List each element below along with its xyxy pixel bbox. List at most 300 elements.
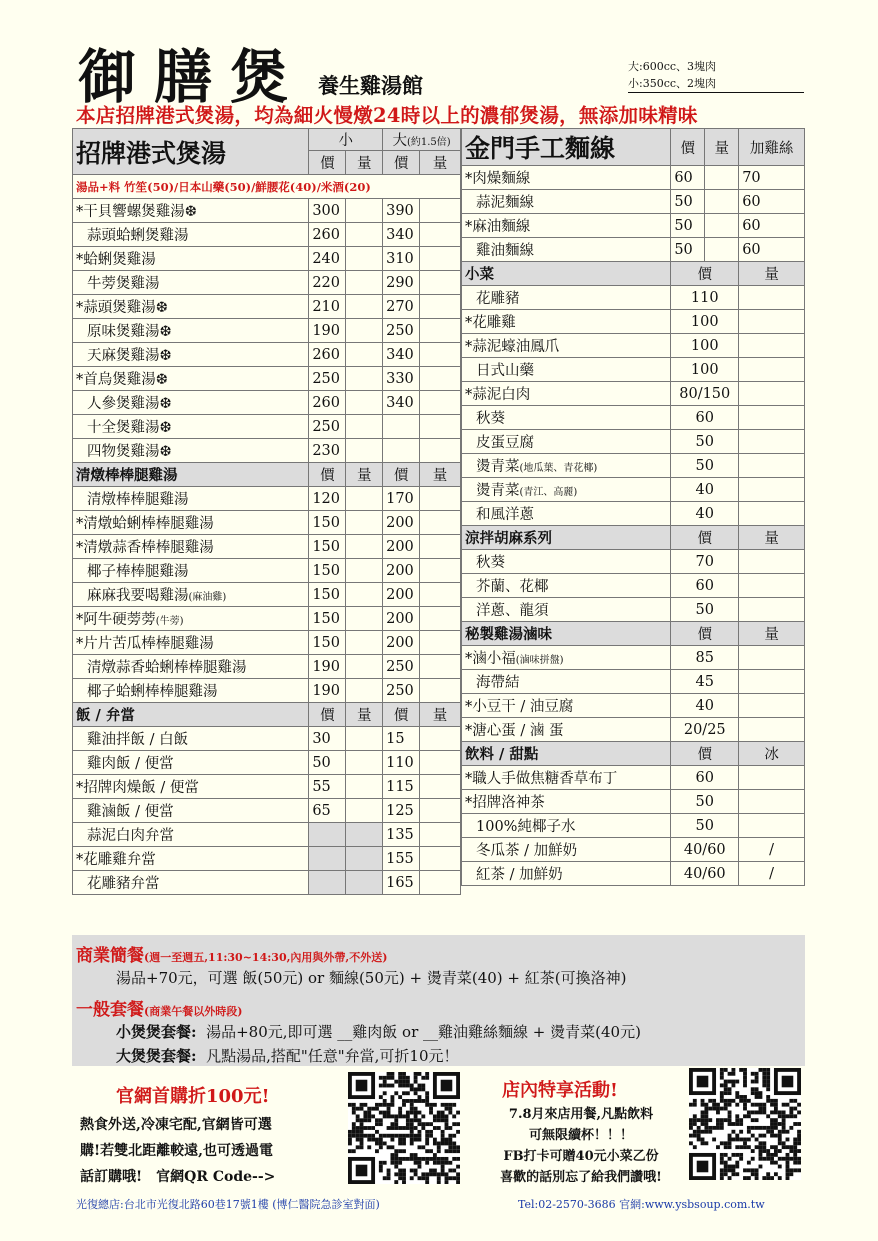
noodles-title: 金門手工麵線 bbox=[462, 129, 671, 166]
price-large: 270 bbox=[383, 295, 420, 319]
qty bbox=[739, 382, 805, 406]
table-row bbox=[73, 415, 461, 439]
qty-a bbox=[346, 799, 383, 823]
table-row bbox=[462, 790, 805, 814]
col-large-note: (約1.5倍) bbox=[406, 137, 451, 148]
price-large: 340 bbox=[383, 223, 420, 247]
table-row bbox=[73, 679, 461, 703]
section-title: 清燉棒棒腿雞湯 bbox=[73, 463, 309, 487]
item-name: 燙青菜(地瓜葉、青花椰) bbox=[462, 454, 671, 478]
qty-a bbox=[346, 847, 383, 871]
price-b: 110 bbox=[383, 751, 420, 775]
section-header-row bbox=[73, 703, 461, 727]
item-name: *溏心蛋 / 滷 蛋 bbox=[462, 718, 671, 742]
price-large: 200 bbox=[383, 607, 420, 631]
qty-large bbox=[420, 631, 461, 655]
qty: / bbox=[739, 838, 805, 862]
table-row bbox=[462, 430, 805, 454]
qty-small bbox=[346, 559, 383, 583]
qty-small bbox=[346, 271, 383, 295]
add-chicken-price: 70 bbox=[739, 166, 805, 190]
qty bbox=[739, 694, 805, 718]
item-name: *阿牛硬蒡蒡(牛蒡) bbox=[73, 607, 309, 631]
item-name: 蒜泥白肉弁當 bbox=[73, 823, 309, 847]
large-set-line bbox=[116, 1045, 459, 1066]
qty-header: 量 bbox=[739, 622, 805, 646]
price-header: 價 bbox=[309, 151, 346, 175]
large-set-text: 凡點湯品,搭配"任意"弁當,可折10元！ bbox=[206, 1047, 459, 1065]
event-promo-line: 7.8月來店用餐,凡點飲料 bbox=[508, 1107, 654, 1122]
general-set-note: (商業午餐以外時段) bbox=[144, 1005, 243, 1018]
table-row bbox=[73, 343, 461, 367]
website-promo-line: 購!若雙北距離較遠,也可透過電 bbox=[80, 1143, 274, 1159]
qty-small bbox=[346, 367, 383, 391]
qty-large bbox=[420, 583, 461, 607]
item-name: 和風洋蔥 bbox=[462, 502, 671, 526]
price-small: 250 bbox=[309, 367, 346, 391]
price-small: 190 bbox=[309, 655, 346, 679]
price-large: 200 bbox=[383, 559, 420, 583]
item-name: *花雕雞弁當 bbox=[73, 847, 309, 871]
price: 50 bbox=[671, 790, 739, 814]
event-promo-title: 店內特享活動! bbox=[502, 1080, 618, 1101]
qty-header: 量 bbox=[346, 463, 383, 487]
price-small: 220 bbox=[309, 271, 346, 295]
small-set-label: 小煲煲套餐: bbox=[116, 1023, 197, 1041]
qty bbox=[739, 646, 805, 670]
event-promo-text bbox=[476, 1104, 686, 1188]
right-menu-table bbox=[461, 128, 805, 886]
qty-large bbox=[420, 439, 461, 463]
table-row bbox=[73, 823, 461, 847]
qty-b bbox=[420, 823, 461, 847]
qty bbox=[739, 550, 805, 574]
qty bbox=[739, 598, 805, 622]
restaurant-subtitle: 養生雞湯館 bbox=[318, 73, 423, 98]
qty-b bbox=[420, 847, 461, 871]
table-row bbox=[73, 559, 461, 583]
qty-small bbox=[346, 655, 383, 679]
qty: / bbox=[739, 862, 805, 886]
table-row bbox=[462, 454, 805, 478]
price-header: 價 bbox=[671, 526, 739, 550]
price-b: 15 bbox=[383, 727, 420, 751]
qty bbox=[739, 454, 805, 478]
item-name: 雞滷飯 / 便當 bbox=[73, 799, 309, 823]
price: 45 bbox=[671, 670, 739, 694]
table-row bbox=[73, 223, 461, 247]
item-name: 四物煲雞湯❆ bbox=[73, 439, 309, 463]
section-header-row bbox=[462, 262, 805, 286]
price-small: 150 bbox=[309, 583, 346, 607]
item-name: 天麻煲雞湯❆ bbox=[73, 343, 309, 367]
item-name: 人參煲雞湯❆ bbox=[73, 391, 309, 415]
price: 60 bbox=[671, 406, 739, 430]
table-row bbox=[73, 655, 461, 679]
table-row bbox=[462, 502, 805, 526]
item-name: *肉燥麵線 bbox=[462, 166, 671, 190]
add-chicken-price: 60 bbox=[739, 238, 805, 262]
price: 100 bbox=[671, 334, 739, 358]
qty-large bbox=[420, 607, 461, 631]
qty-header: 量 bbox=[420, 463, 461, 487]
qty-small bbox=[346, 583, 383, 607]
price-small: 260 bbox=[309, 391, 346, 415]
price-header: 價 bbox=[383, 151, 420, 175]
qty-small bbox=[346, 343, 383, 367]
event-promo-line: 可無限續杯！！！ bbox=[528, 1128, 633, 1143]
qty-large bbox=[420, 367, 461, 391]
price-large: 170 bbox=[383, 487, 420, 511]
qty-small bbox=[346, 295, 383, 319]
table-row bbox=[73, 751, 461, 775]
price-small: 150 bbox=[309, 631, 346, 655]
price-small: 230 bbox=[309, 439, 346, 463]
qty-header: 量 bbox=[346, 703, 383, 727]
item-name: 花雕豬 bbox=[462, 286, 671, 310]
footer-contact: Tel:02-2570-3686 官網:www.ysbsoup.com.tw bbox=[518, 1198, 765, 1211]
item-name: *職人手做焦糖香草布丁 bbox=[462, 766, 671, 790]
price-header: 價 bbox=[671, 129, 705, 166]
table-row bbox=[73, 367, 461, 391]
table-row bbox=[462, 646, 805, 670]
price-large: 200 bbox=[383, 511, 420, 535]
price: 100 bbox=[671, 358, 739, 382]
item-name: 花雕豬弁當 bbox=[73, 871, 309, 895]
item-name: *干貝響螺煲雞湯❆ bbox=[73, 199, 309, 223]
table-row bbox=[73, 247, 461, 271]
section-title: 小菜 bbox=[462, 262, 671, 286]
qty-large bbox=[420, 559, 461, 583]
qty-small bbox=[346, 631, 383, 655]
qty-header: 量 bbox=[420, 151, 461, 175]
qty-large bbox=[420, 487, 461, 511]
add-chicken-header: 加雞絲 bbox=[739, 129, 805, 166]
qty-header: 冰 bbox=[739, 742, 805, 766]
table-row bbox=[462, 286, 805, 310]
business-lunch-note: (週一至週五,11:30~14:30,內用與外帶,不外送) bbox=[144, 951, 388, 964]
general-set-heading bbox=[76, 995, 242, 1020]
table-row bbox=[73, 439, 461, 463]
general-set-title: 一般套餐 bbox=[76, 1000, 144, 1020]
qty bbox=[739, 502, 805, 526]
facebook-qr-code[interactable] bbox=[689, 1068, 801, 1180]
qty bbox=[739, 406, 805, 430]
price-small: 150 bbox=[309, 559, 346, 583]
price: 40 bbox=[671, 502, 739, 526]
qty-small bbox=[346, 487, 383, 511]
section-header-row bbox=[462, 622, 805, 646]
qty-header: 量 bbox=[420, 703, 461, 727]
qty bbox=[739, 670, 805, 694]
price: 70 bbox=[671, 550, 739, 574]
qty bbox=[739, 430, 805, 454]
price-b: 115 bbox=[383, 775, 420, 799]
section-title: 秘製雞湯滷味 bbox=[462, 622, 671, 646]
qty-large bbox=[420, 343, 461, 367]
item-name: 椰子蛤蜊棒棒腿雞湯 bbox=[73, 679, 309, 703]
price-large bbox=[383, 415, 420, 439]
table-row bbox=[73, 847, 461, 871]
item-name: 雞油麵線 bbox=[462, 238, 671, 262]
item-name: *首烏煲雞湯❆ bbox=[73, 367, 309, 391]
table-row bbox=[73, 511, 461, 535]
table-row bbox=[73, 391, 461, 415]
price-large: 250 bbox=[383, 679, 420, 703]
promo-section bbox=[72, 935, 805, 1066]
price-header: 價 bbox=[309, 463, 346, 487]
business-lunch-title: 商業簡餐 bbox=[76, 946, 144, 966]
qty-b bbox=[420, 751, 461, 775]
price-large: 200 bbox=[383, 631, 420, 655]
item-name: *片片苦瓜棒棒腿雞湯 bbox=[73, 631, 309, 655]
price-a bbox=[309, 847, 346, 871]
qty bbox=[705, 238, 739, 262]
price: 80/150 bbox=[671, 382, 739, 406]
qty bbox=[739, 358, 805, 382]
logo: 御膳煲 bbox=[78, 43, 307, 111]
qty bbox=[705, 190, 739, 214]
item-note: (滷味拼盤) bbox=[515, 655, 564, 666]
qty-small bbox=[346, 511, 383, 535]
left-menu-table bbox=[72, 128, 461, 895]
qty bbox=[739, 334, 805, 358]
price-large: 390 bbox=[383, 199, 420, 223]
item-name: *小豆干 / 油豆腐 bbox=[462, 694, 671, 718]
qty bbox=[739, 766, 805, 790]
table-row bbox=[462, 718, 805, 742]
price: 50 bbox=[671, 814, 739, 838]
qty-large bbox=[420, 655, 461, 679]
qty-small bbox=[346, 247, 383, 271]
price-header: 價 bbox=[671, 742, 739, 766]
price-small: 120 bbox=[309, 487, 346, 511]
table-row bbox=[73, 631, 461, 655]
website-promo-line: 話訂購哦! 官網QR Code--> bbox=[80, 1169, 276, 1185]
table-row bbox=[462, 550, 805, 574]
item-note: (地瓜葉、青花椰) bbox=[519, 463, 598, 474]
item-name: *招牌洛神茶 bbox=[462, 790, 671, 814]
price-a: 65 bbox=[309, 799, 346, 823]
qty-small bbox=[346, 391, 383, 415]
section-header-row bbox=[73, 463, 461, 487]
price-a bbox=[309, 871, 346, 895]
qty-b bbox=[420, 775, 461, 799]
item-name: 十全煲雞湯❆ bbox=[73, 415, 309, 439]
section-header-row bbox=[462, 742, 805, 766]
qty bbox=[739, 790, 805, 814]
size-large-text: 大:600cc、3塊肉 bbox=[628, 60, 717, 73]
price: 50 bbox=[671, 598, 739, 622]
table-row bbox=[462, 238, 805, 262]
price-b: 135 bbox=[383, 823, 420, 847]
table-row bbox=[462, 814, 805, 838]
qty-small bbox=[346, 223, 383, 247]
size-small-text: 小:350cc、2塊肉 bbox=[628, 75, 804, 93]
price-small: 210 bbox=[309, 295, 346, 319]
table-row bbox=[73, 583, 461, 607]
footer-address: 光復總店:台北市光復北路60巷17號1樓 (博仁醫院急診室對面) bbox=[76, 1198, 380, 1211]
slogan: 本店招牌港式煲湯，均為細火慢燉24時以上的濃郁煲湯，無添加味精味 bbox=[76, 104, 698, 127]
small-set-line bbox=[116, 1021, 641, 1042]
col-large-header bbox=[383, 129, 461, 151]
item-name: 原味煲雞湯❆ bbox=[73, 319, 309, 343]
event-promo-line: 喜歡的話別忘了給我們讚哦! bbox=[500, 1170, 662, 1185]
table-row bbox=[73, 487, 461, 511]
large-set-label: 大煲煲套餐: bbox=[116, 1047, 197, 1065]
price-header: 價 bbox=[671, 622, 739, 646]
table-row bbox=[462, 862, 805, 886]
qty bbox=[705, 214, 739, 238]
table-row bbox=[73, 727, 461, 751]
table-row bbox=[462, 766, 805, 790]
add-chicken-price: 60 bbox=[739, 214, 805, 238]
item-name: 麻麻我要喝雞湯(麻油雞) bbox=[73, 583, 309, 607]
price: 40/60 bbox=[671, 838, 739, 862]
table-row bbox=[73, 871, 461, 895]
qty-small bbox=[346, 535, 383, 559]
qty-header: 量 bbox=[739, 526, 805, 550]
price-large: 250 bbox=[383, 319, 420, 343]
price: 40 bbox=[671, 694, 739, 718]
table-row bbox=[73, 775, 461, 799]
price-large: 340 bbox=[383, 343, 420, 367]
qty-a bbox=[346, 751, 383, 775]
price-small: 250 bbox=[309, 415, 346, 439]
section-title: 飯 / 弁當 bbox=[73, 703, 309, 727]
website-qr-code[interactable] bbox=[348, 1072, 460, 1184]
table-row bbox=[73, 319, 461, 343]
qty-b bbox=[420, 727, 461, 751]
item-name: *蒜泥白肉 bbox=[462, 382, 671, 406]
price: 60 bbox=[671, 574, 739, 598]
qty-small bbox=[346, 199, 383, 223]
qty-large bbox=[420, 391, 461, 415]
item-name: *麻油麵線 bbox=[462, 214, 671, 238]
price-small: 190 bbox=[309, 679, 346, 703]
price: 110 bbox=[671, 286, 739, 310]
price-large: 250 bbox=[383, 655, 420, 679]
website-promo-text bbox=[80, 1112, 275, 1190]
website-promo-title: 官網首購折100元! bbox=[116, 1086, 270, 1107]
item-name: 清燉棒棒腿雞湯 bbox=[73, 487, 309, 511]
table-row bbox=[73, 799, 461, 823]
item-name: 雞肉飯 / 便當 bbox=[73, 751, 309, 775]
table-row bbox=[73, 535, 461, 559]
business-lunch-line: 湯品+70元，可選 飯(50元) or 麵線(50元) + 燙青菜(40) + 紅茶(可換洛神) bbox=[116, 969, 627, 987]
price: 60 bbox=[671, 166, 705, 190]
qty-a bbox=[346, 871, 383, 895]
price-b: 125 bbox=[383, 799, 420, 823]
qty-large bbox=[420, 223, 461, 247]
table-row bbox=[462, 358, 805, 382]
item-name: *花雕雞 bbox=[462, 310, 671, 334]
price: 50 bbox=[671, 238, 705, 262]
soups-title: 招牌港式煲湯 bbox=[73, 129, 309, 175]
price: 50 bbox=[671, 190, 705, 214]
qty-header: 量 bbox=[705, 129, 739, 166]
price: 50 bbox=[671, 430, 739, 454]
section-title: 飲料 / 甜點 bbox=[462, 742, 671, 766]
price-large: 340 bbox=[383, 391, 420, 415]
col-small-header: 小 bbox=[309, 129, 383, 151]
qty bbox=[739, 574, 805, 598]
price-b: 155 bbox=[383, 847, 420, 871]
table-row bbox=[462, 382, 805, 406]
qty-header: 量 bbox=[739, 262, 805, 286]
qty-large bbox=[420, 271, 461, 295]
qty-a bbox=[346, 775, 383, 799]
table-row bbox=[462, 214, 805, 238]
table-row bbox=[73, 199, 461, 223]
table-row bbox=[462, 598, 805, 622]
item-name: 秋葵 bbox=[462, 550, 671, 574]
item-name: *清燉蒜香棒棒腿雞湯 bbox=[73, 535, 309, 559]
price-small: 300 bbox=[309, 199, 346, 223]
price: 50 bbox=[671, 214, 705, 238]
item-name: *蒜泥蠔油鳳爪 bbox=[462, 334, 671, 358]
item-name: 燙青菜(青江、高麗) bbox=[462, 478, 671, 502]
item-name: 海帶結 bbox=[462, 670, 671, 694]
price-small: 150 bbox=[309, 535, 346, 559]
price-small: 150 bbox=[309, 511, 346, 535]
price-large: 200 bbox=[383, 583, 420, 607]
table-row bbox=[462, 166, 805, 190]
item-name: 蒜泥麵線 bbox=[462, 190, 671, 214]
business-lunch-heading bbox=[76, 941, 387, 966]
price-small: 150 bbox=[309, 607, 346, 631]
qty-large bbox=[420, 247, 461, 271]
item-name: *滷小福(滷味拼盤) bbox=[462, 646, 671, 670]
qty-large bbox=[420, 295, 461, 319]
table-row bbox=[462, 310, 805, 334]
table-row bbox=[462, 406, 805, 430]
item-name: 牛蒡煲雞湯 bbox=[73, 271, 309, 295]
item-note: (牛蒡) bbox=[155, 616, 184, 627]
table-row bbox=[462, 694, 805, 718]
table-row bbox=[462, 334, 805, 358]
qty bbox=[739, 310, 805, 334]
price-header: 價 bbox=[671, 262, 739, 286]
price-header: 價 bbox=[383, 703, 420, 727]
price: 85 bbox=[671, 646, 739, 670]
section-title: 涼拌胡麻系列 bbox=[462, 526, 671, 550]
item-name: 芥蘭、花椰 bbox=[462, 574, 671, 598]
col-large-label: 大 bbox=[392, 133, 407, 149]
table-row bbox=[462, 190, 805, 214]
table-row bbox=[462, 574, 805, 598]
qty-small bbox=[346, 607, 383, 631]
size-legend bbox=[628, 58, 804, 93]
item-name: 冬瓜茶 / 加鮮奶 bbox=[462, 838, 671, 862]
item-name: 秋葵 bbox=[462, 406, 671, 430]
price: 20/25 bbox=[671, 718, 739, 742]
price: 40 bbox=[671, 478, 739, 502]
item-name: 清燉蒜香蛤蜊棒棒腿雞湯 bbox=[73, 655, 309, 679]
price: 100 bbox=[671, 310, 739, 334]
add-chicken-price: 60 bbox=[739, 190, 805, 214]
qty-header: 量 bbox=[346, 151, 383, 175]
item-name: 日式山藥 bbox=[462, 358, 671, 382]
qty-large bbox=[420, 415, 461, 439]
table-row bbox=[73, 607, 461, 631]
qty-large bbox=[420, 199, 461, 223]
item-name: 皮蛋豆腐 bbox=[462, 430, 671, 454]
price-b: 165 bbox=[383, 871, 420, 895]
table-row bbox=[73, 295, 461, 319]
price-small: 240 bbox=[309, 247, 346, 271]
qty bbox=[739, 286, 805, 310]
